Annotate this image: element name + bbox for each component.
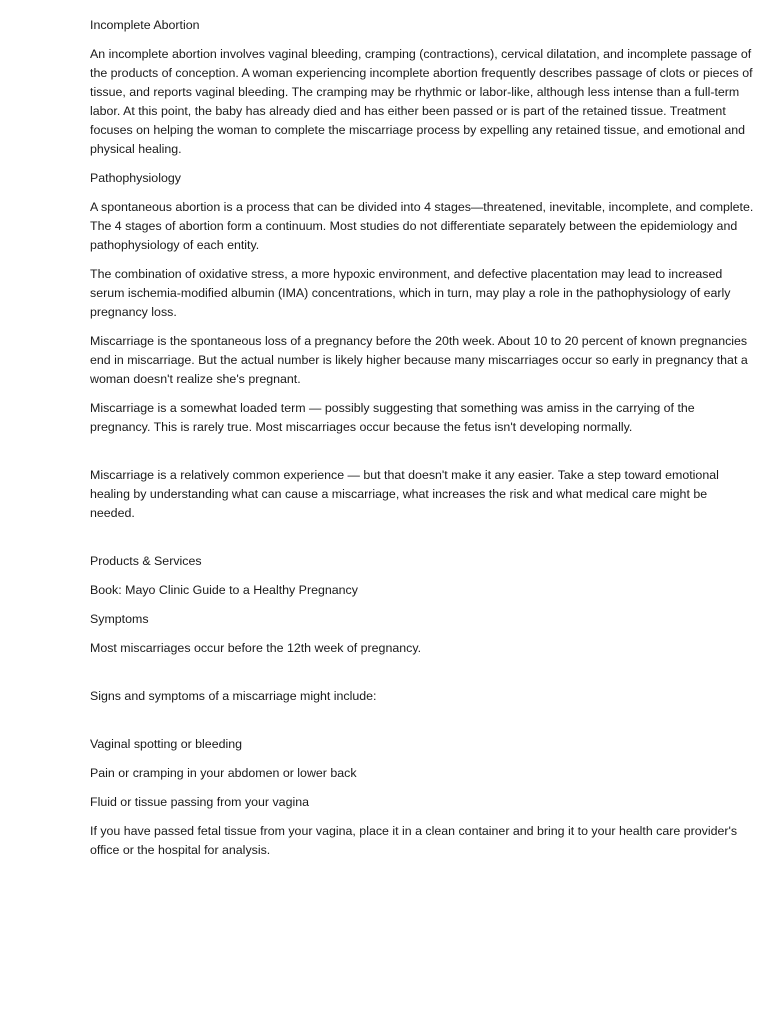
symptoms-heading: Symptoms bbox=[90, 612, 149, 626]
incomplete-abortion-paragraph: An incomplete abortion involves vaginal bleeding, cramping (contractions), cervical dilatation, and incomplete passage of the products of conception. A woman experiencing incomplete abortion frequently describes passage of clots or pieces of tissue, and reports vaginal bleeding. The cramping may be rhythmic or labor-like, although less intense than a full-term labor. At this point, the baby has already died and has either been passed or is part of the retained tissue. Treatment focuses on helping the woman to complete the miscarriage process by expelling any retained tissue, and emotional and physical healing. bbox=[90, 47, 753, 156]
book-line: Book: Mayo Clinic Guide to a Healthy Pregnancy bbox=[90, 583, 358, 597]
sign-item: Fluid or tissue passing from your vagina bbox=[90, 795, 310, 809]
pathophysiology-paragraph-1: A spontaneous abortion is a process that can be divided into 4 stages—threatened, inevitable, incomplete, and complete. The 4 stages of abortion form a continuum. Most studies do not differentiate separately between the epidemiology and pathophysiology of each entity. bbox=[90, 200, 754, 252]
pathophysiology-heading: Pathophysiology bbox=[90, 171, 181, 185]
sign-item: Pain or cramping in your abdomen or lower back bbox=[90, 766, 357, 780]
signs-intro: Signs and symptoms of a miscarriage might include: bbox=[90, 689, 377, 703]
closing-paragraph: If you have passed fetal tissue from your vagina, place it in a clean container and bring it to your health care provider's office or the hospital for analysis. bbox=[90, 824, 738, 857]
sign-item: Vaginal spotting or bleeding bbox=[90, 737, 243, 751]
products-services-heading: Products & Services bbox=[90, 554, 202, 568]
document-page bbox=[90, 16, 754, 870]
incomplete-abortion-heading: Incomplete Abortion bbox=[90, 18, 200, 32]
miscarriage-paragraph-3: Miscarriage is a relatively common experience — but that doesn't make it any easier. Take a step toward emotional healing by understanding what can cause a miscarriage, what increases the risk and what medical care might be needed. bbox=[90, 468, 719, 520]
miscarriage-paragraph-2: Miscarriage is a somewhat loaded term — possibly suggesting that something was amiss in the carrying of the pregnancy. This is rarely true. Most miscarriages occur because the fetus isn't developing normally. bbox=[90, 401, 695, 434]
symptoms-paragraph: Most miscarriages occur before the 12th week of pregnancy. bbox=[90, 641, 422, 655]
miscarriage-paragraph-1: Miscarriage is the spontaneous loss of a pregnancy before the 20th week. About 10 to 20 percent of known pregnancies end in miscarriage. But the actual number is likely higher because many miscarriages occur so early in pregnancy that a woman doesn't realize she's pregnant. bbox=[90, 334, 748, 386]
pathophysiology-paragraph-2: The combination of oxidative stress, a more hypoxic environment, and defective placentation may lead to increased serum ischemia-modified albumin (IMA) concentrations, which in turn, may play a role in the pathophysiology of early pregnancy loss. bbox=[90, 267, 731, 319]
